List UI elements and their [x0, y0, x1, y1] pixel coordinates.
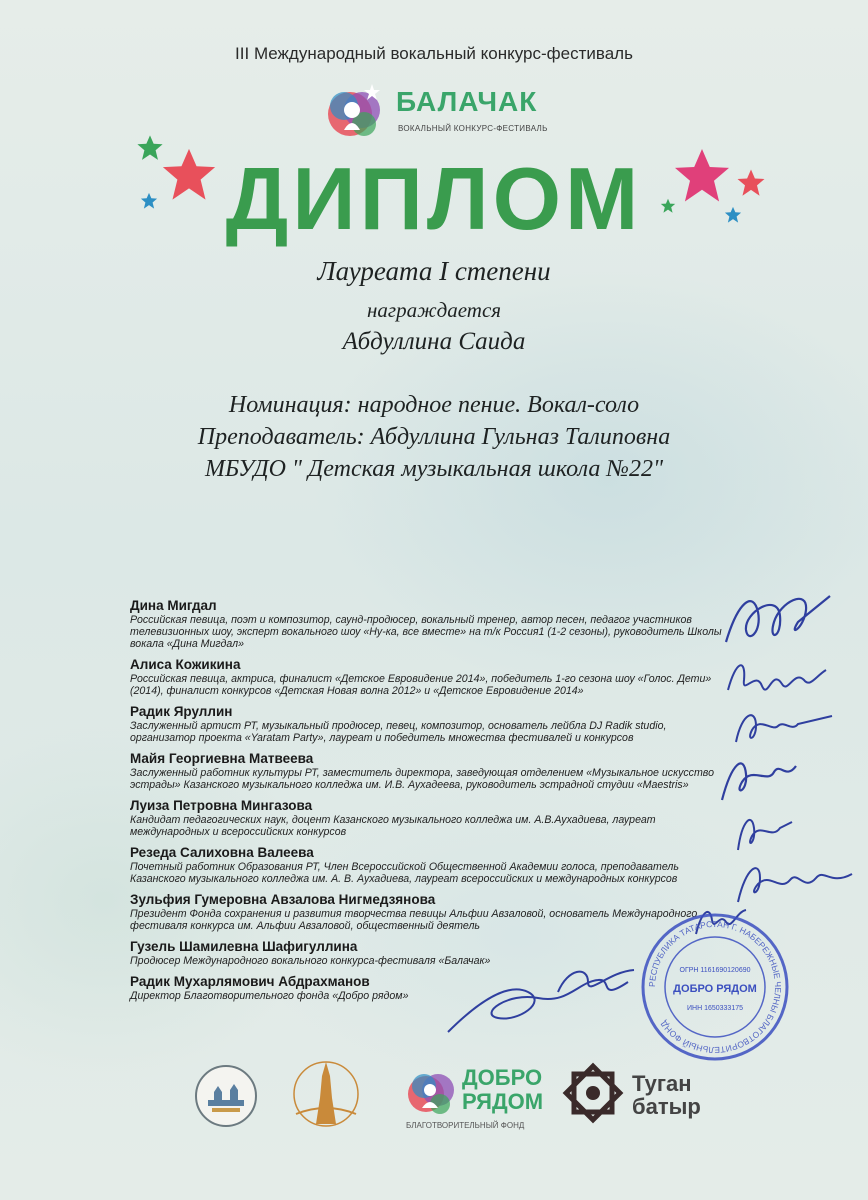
- stamp-ogrn: ОГРН 1161690120690: [679, 967, 751, 974]
- jury-member-description: Российская певица, актриса, финалист «Детское Евровидение 2014», победитель 1-го сезона шоу «Голос. Дети» (2014), финалист конкурсов «Детская Новая волна 2012» и «Детское Евровидение 2014»: [130, 673, 712, 697]
- jury-member-name: Майя Георгиевна Матвеева: [130, 751, 314, 766]
- balachak-emblem-icon: [322, 80, 392, 142]
- kremlin-emblem-icon: [194, 1064, 258, 1128]
- jury-member-name: Радик Яруллин: [130, 704, 233, 719]
- tugan-batyr-emblem-icon: [560, 1060, 626, 1126]
- jury-member-name: Зульфия Гумеровна Авзалова Нигмедзянова: [130, 892, 436, 907]
- nomination: Номинация: народное пение. Вокал-соло: [228, 392, 640, 418]
- jury-member-description: Заслуженный работник культуры РТ, заместитель директора, заведующая отделением «Музыкальное искусство эстрады» Казанского музыкального колледжа им. И.В. Аухадеева, руководитель эстрадной студии «Maestris»: [130, 767, 714, 791]
- jury-member: [130, 845, 730, 885]
- festival-title: III Международный вокальный конкурс-фестиваль: [235, 44, 633, 63]
- recipient-name: Абдуллина Саида: [342, 328, 526, 355]
- signature-icon: [728, 806, 798, 856]
- jury-member-name: Алиса Кожикина: [130, 657, 241, 672]
- jury-member-description: Кандидат педагогических наук, доцент Казанского музыкального колледжа им. А.В.Аухадиева, лауреат международных и всероссийских конкурсов: [130, 814, 656, 838]
- jury-member-name: Резеда Салиховна Валеева: [130, 845, 314, 860]
- jury-member: [130, 798, 730, 838]
- jury-member-name: Луиза Петровна Мингазова: [130, 798, 313, 813]
- stamp-ring-text: РЕСПУБЛИКА ТАТАРСТАН Г. НАБЕРЕЖНЫЕ ЧЕЛНЫ БЛАГОТВОРИТЕЛЬНЫЙ ФОНД: [646, 918, 784, 1056]
- jury-member-description: Президент Фонда сохранения и развития творчества певицы Альфии Авзаловой, основатель Международного фестиваля конкурса им. Альфии Авзаловой, общественный деятель: [130, 908, 698, 932]
- jury-member-name: Радик Мухарлямович Абдрахманов: [130, 974, 370, 989]
- jury-member-description: Почетный работник Образования РТ, Член Всероссийской Общественной Академии голоса, преподаватель Казанского музыкального колледжа им. А. В. Аухадиева, лауреат всероссийских и международных конкурсов: [130, 861, 679, 885]
- jury-member: [130, 751, 730, 791]
- signature-icon: [712, 748, 812, 808]
- awarded-label: награждается: [366, 298, 502, 322]
- signature-icon: [718, 582, 838, 652]
- dobro-ryadom-emblem-icon: [404, 1064, 460, 1120]
- stamp-icon: [640, 912, 790, 1062]
- dobro-ryadom-name: ДОБРО РЯДОМ: [462, 1065, 544, 1114]
- jury-member: [130, 598, 730, 650]
- jury-member-description: Продюсер Международного вокального конкурса-фестиваля «Балачак»: [130, 955, 491, 967]
- signature-icon: [726, 702, 836, 752]
- balachak-logo: [322, 80, 552, 142]
- tugan-batyr-name: Туган батыр: [632, 1071, 701, 1119]
- logo-name: БАЛАЧАК: [396, 86, 538, 117]
- award-degree: Лауреата I степени: [317, 256, 551, 286]
- school: МБУДО " Детская музыкальная школа №22": [204, 456, 664, 482]
- signature-icon: [722, 650, 832, 705]
- jury-member: [130, 704, 730, 744]
- diploma-title: ДИПЛОМ: [225, 149, 643, 248]
- organization-stamp: [640, 912, 790, 1062]
- stamp-inn: ИНН 1650333175: [686, 1005, 744, 1012]
- jury-member-description: Российская певица, поэт и композитор, саунд-продюсер, вокальный тренер, автор песен, педагог участников телевизионных шоу, эксперт вокального шоу «Ну-ка, все вместе» на т/к Россия1 (1-2 сезоны), руководитель Школы вокала «Дина Мигдал»: [130, 614, 722, 650]
- dobro-ryadom-subtitle: БЛАГОТВОРИТЕЛЬНЫЙ ФОНД: [406, 1121, 525, 1130]
- signature-icon: [438, 962, 638, 1042]
- teacher: Преподаватель: Абдуллина Гульназ Талиповна: [197, 424, 671, 450]
- jury-member-description: Заслуженный артист РТ, музыкальный продюсер, певец, композитор, основатель лейбла DJ Radik studio, организатор проекта «Yaratam Party», лауреат и победитель множества фестивалей и конкурсов: [130, 720, 667, 744]
- jury-member: [130, 657, 730, 697]
- jury-member-description: Директор Благотворительного фонда «Добро рядом»: [130, 990, 409, 1002]
- jury-member-name: Дина Мигдал: [130, 598, 217, 613]
- logo-subtitle: ВОКАЛЬНЫЙ КОНКУРС-ФЕСТИВАЛЬ: [398, 124, 548, 133]
- jury-member-name: Гузель Шамилевна Шафигуллина: [130, 939, 358, 954]
- stamp-center-text: ДОБРО РЯДОМ: [673, 983, 757, 995]
- tower-emblem-icon: [286, 1058, 366, 1130]
